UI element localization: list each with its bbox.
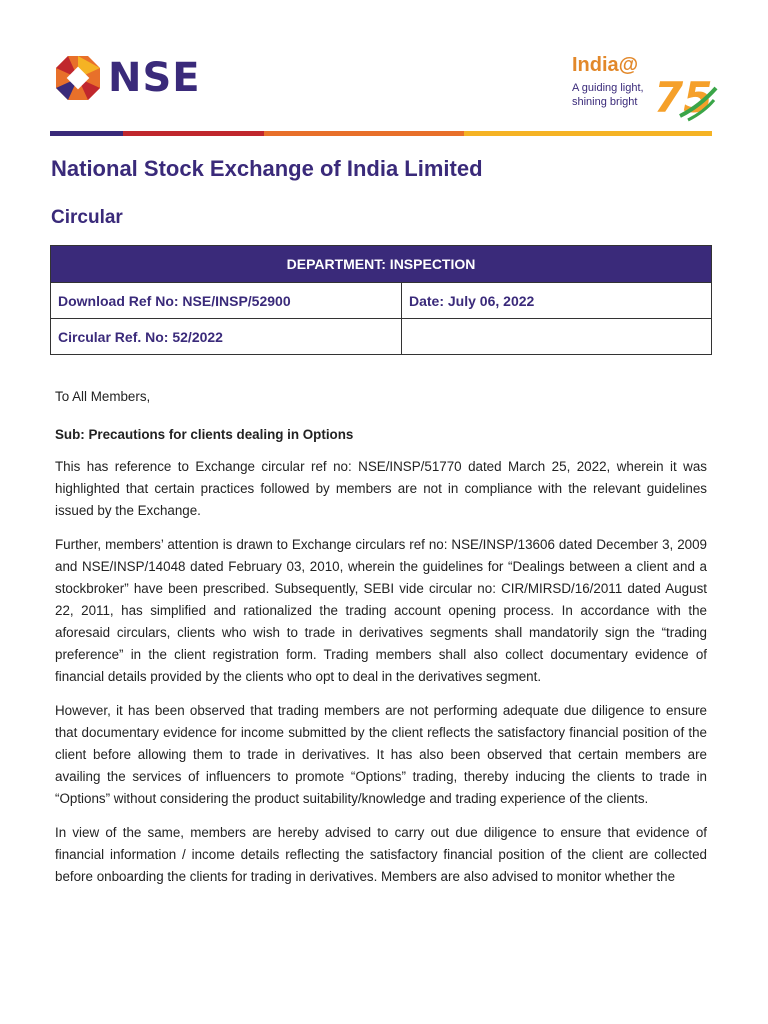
india-75-emblem-icon (650, 66, 720, 126)
circular-body (55, 386, 707, 900)
greeting: To All Members, (55, 389, 151, 404)
date-cell: Date: July 06, 2022 (402, 283, 712, 319)
page-header (0, 0, 768, 140)
table-row (51, 319, 712, 355)
india-at-75-logo (572, 54, 722, 126)
india-75-number: 75 (654, 73, 713, 122)
header-color-rule (50, 131, 712, 136)
table-row (51, 283, 712, 319)
india-logo-tagline-line1: A guiding light, (572, 82, 644, 94)
circular-ref-cell: Circular Ref. No: 52/2022 (51, 319, 402, 355)
empty-cell (402, 319, 712, 355)
nse-logo-text: NSE (108, 55, 201, 101)
body-paragraph-3: However, it has been observed that trading members are not performing adequate due diligence to ensure that documentary evidence for income submitted by the client reflects the satisfactory financial position of the client before allowing them to trade in derivatives. It has also been observed that certain members are availing the services of influencers to promote “Options” trading, thereby inducing the clients to trade in “Options” without considering the product suitability/knowledge and trading experience of the clients. (55, 703, 707, 806)
download-ref-cell: Download Ref No: NSE/INSP/52900 (51, 283, 402, 319)
body-paragraph-2: Further, members’ attention is drawn to Exchange circulars ref no: NSE/INSP/13606 dated December 3, 2009 and NSE/INSP/14048 dated February 03, 2010, wherein the guidelines for “Dealings between a client and a stockbroker” have been prescribed. Subsequently, SEBI vide circular no: CIR/MIRSD/16/2011 dated August 22, 2011, has simplified and rationalized the trading account opening process. In accordance with the aforesaid circulars, clients who wish to trade in derivatives segments shall mandatorily sign the “trading preference” in the client registration form. Trading members shall also collect documentary evidence of financial details provided by the clients who opt to deal in the derivatives segment. (55, 537, 707, 684)
body-paragraph-4: In view of the same, members are hereby advised to carry out due diligence to ensure that evidence of financial information / income details reflecting the satisfactory financial position of the client are collected before onboarding the clients for trading in derivatives. Members are also advised to monitor whether the (55, 825, 707, 884)
nse-logo (54, 54, 201, 102)
document-type-heading: Circular (51, 207, 123, 228)
circular-info-table (50, 245, 712, 355)
nse-logo-mark-icon (54, 54, 102, 102)
india-logo-title: India@ (572, 54, 639, 76)
table-row (51, 246, 712, 283)
body-paragraph-1: This has reference to Exchange circular ref no: NSE/INSP/51770 dated March 25, 2022, wherein it was highlighted that certain practices followed by members are not in compliance with the relevant guidelines issued by the Exchange. (55, 459, 707, 518)
india-logo-tagline-line2: shining bright (572, 96, 638, 108)
organization-title: National Stock Exchange of India Limited (51, 156, 483, 181)
subject-line: Sub: Precautions for clients dealing in Options (55, 427, 354, 442)
department-cell: DEPARTMENT: INSPECTION (51, 246, 712, 283)
